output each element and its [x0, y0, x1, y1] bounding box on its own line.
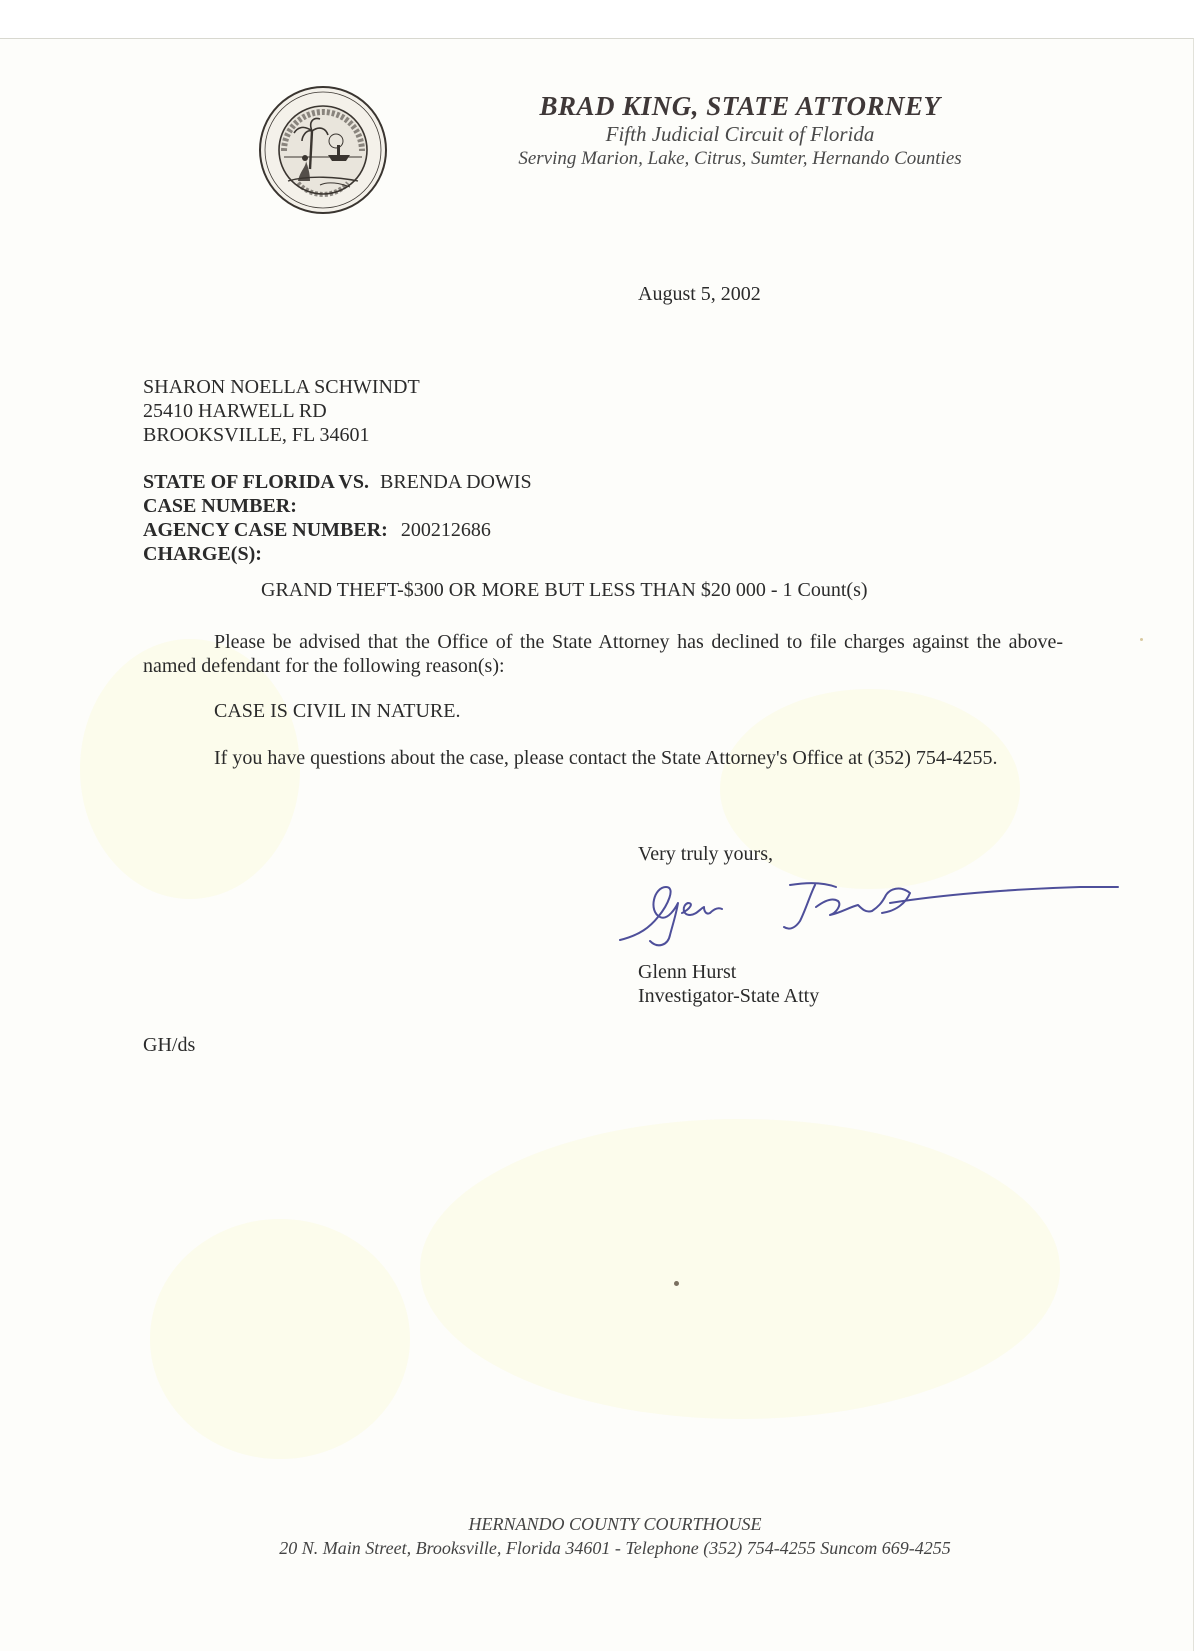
letter-page — [0, 38, 1194, 1651]
closing-salutation: Very truly yours, — [638, 843, 773, 865]
charge-description: GRAND THEFT-$300 OR MORE BUT LESS THAN $20 000 - 1 Count(s) — [261, 579, 868, 601]
counties-served: Serving Marion, Lake, Citrus, Sumter, Hernando Counties — [518, 148, 962, 169]
state-vs-label: STATE OF FLORIDA VS. — [143, 471, 369, 493]
agency-case-number: 200212686 — [400, 519, 491, 541]
letter-date: August 5, 2002 — [638, 283, 761, 305]
footer-contact: 20 N. Main Street, Brooksville, Florida 34601 - Telephone (352) 754-4255 Suncom 669-4255 — [279, 1538, 951, 1558]
contact-paragraph: If you have questions about the case, please contact the State Attorney's Office at (352) 754-4255. — [214, 747, 998, 769]
paper-stain — [420, 1119, 1060, 1419]
typist-initials: GH/ds — [143, 1034, 196, 1056]
office-title: BRAD KING, STATE ATTORNEY — [539, 91, 941, 121]
circuit-subtitle: Fifth Judicial Circuit of Florida — [605, 122, 875, 146]
declination-paragraph: Please be advised that the Office of the State Attorney has declined to file charges against the above-named defendant for the following reason(s): — [143, 631, 1063, 677]
recipient-name: SHARON NOELLA SCHWINDT — [143, 376, 420, 398]
agency-case-line — [143, 518, 491, 542]
florida-state-seal-icon — [258, 85, 388, 215]
signer-name: Glenn Hurst — [638, 961, 737, 983]
agency-case-label: AGENCY CASE NUMBER: — [143, 519, 388, 541]
paper-speck — [674, 1281, 679, 1286]
handwritten-signature — [610, 865, 1130, 955]
charges-label: CHARGE(S): — [143, 543, 262, 565]
letterhead — [440, 90, 1040, 172]
declination-reason: CASE IS CIVIL IN NATURE. — [214, 700, 461, 722]
footer-address — [180, 1512, 1050, 1560]
paper-speck — [1140, 638, 1143, 641]
footer-courthouse: HERNANDO COUNTY COURTHOUSE — [468, 1514, 762, 1534]
signer-title: Investigator-State Atty — [638, 985, 820, 1007]
recipient-street: 25410 HARWELL RD — [143, 400, 327, 422]
defendant-name: BRENDA DOWIS — [379, 471, 532, 493]
paper-stain — [150, 1219, 410, 1459]
case-style-line — [143, 470, 532, 494]
case-number-label: CASE NUMBER: — [143, 495, 297, 517]
recipient-city: BROOKSVILLE, FL 34601 — [143, 424, 370, 446]
